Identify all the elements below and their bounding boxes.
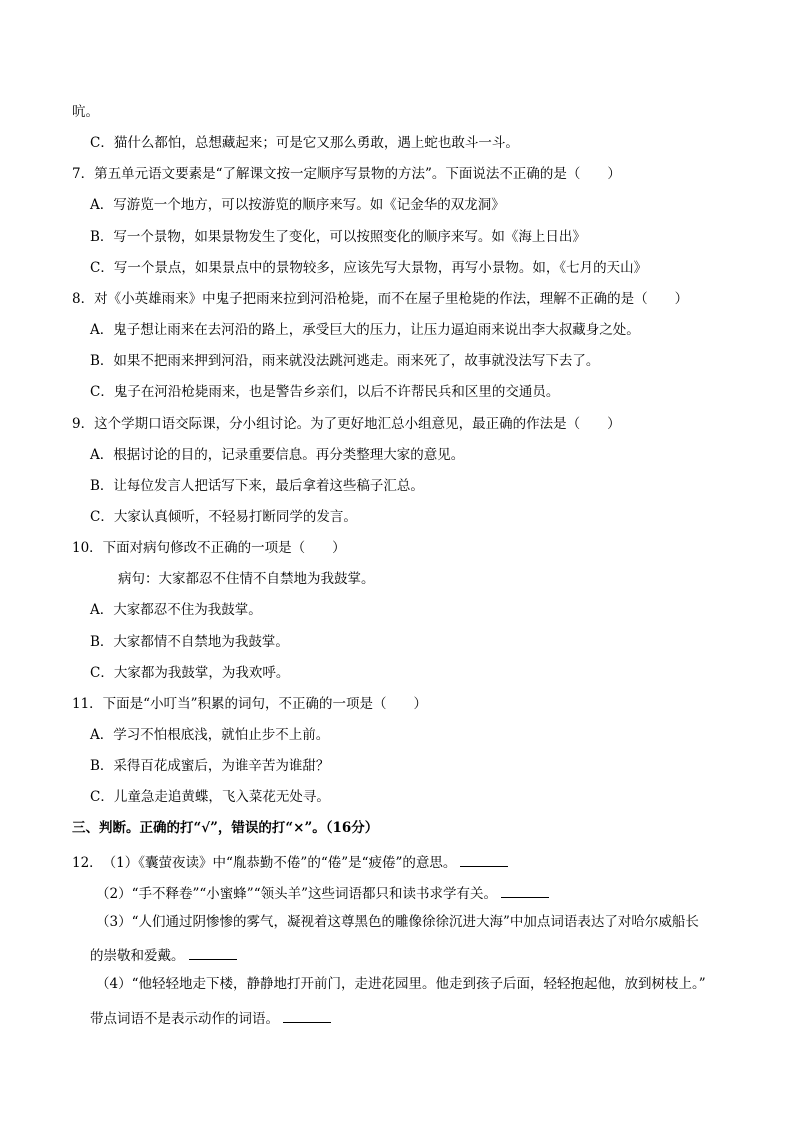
- q11-option-a: A．学习不怕根底浅，就怕止步不上前。: [90, 727, 330, 743]
- answer-blank[interactable]: [460, 854, 508, 867]
- section-three-heading: 三、判断。正确的打“√”，错误的打“×”。（16分）: [72, 820, 379, 836]
- q12-item-2: [96, 885, 549, 902]
- q12-item-4-cont-text: 带点词语不是表示动作的词语。: [90, 1011, 279, 1027]
- q9-option-c: C．大家认真倾听，不轻易打断同学的发言。: [90, 509, 357, 525]
- q11-option-c: C．儿童急走追黄蝶，飞入菜花无处寻。: [90, 789, 330, 805]
- q12-item-4: （4）“他轻轻地走下楼，静静地打开前门，走进花园里。他走到孩子后面，轻轻抱起他，放到树枝上。”: [96, 976, 706, 992]
- q9-option-a: A．根据讨论的目的，记录重要信息。再分类整理大家的意见。: [90, 447, 465, 463]
- q10-option-b: B．大家都情不自禁地为我鼓掌。: [90, 634, 289, 650]
- q12-item-3-cont-text: 的崇敬和爱戴。: [90, 948, 185, 964]
- q7-option-c: C．写一个景点，如果景点中的景物较多，应该先写大景物，再写小景物。如，《七月的天山》: [90, 260, 648, 276]
- q8-option-a: A．鬼子想让雨来在去河沿的路上，承受巨大的压力，让压力逼迫雨来说出李大叔藏身之处。: [90, 322, 640, 338]
- q7-option-a: A．写游览一个地方，可以按游览的顺序来写。如《记金华的双龙洞》: [90, 197, 505, 213]
- q10-stem: 10．下面对病句修改不正确的一项是（ ）: [72, 540, 346, 556]
- q8-option-b: B．如果不把雨来押到河沿，雨来就没法跳河逃走。雨来死了，故事就没法写下去了。: [90, 353, 600, 369]
- answer-blank[interactable]: [283, 1010, 331, 1023]
- q9-option-b: B．让每位发言人把话写下来，最后拿着这些稿子汇总。: [90, 478, 424, 494]
- answer-blank[interactable]: [189, 947, 237, 960]
- text-line-continuation: 吭。: [72, 104, 99, 120]
- q7-stem: 7．第五单元语文要素是“了解课文按一定顺序写景物的方法”。下面说法不正确的是（ ）: [72, 166, 621, 182]
- q11-option-b: B．采得百花成蜜后，为谁辛苦为谁甜？: [90, 758, 330, 774]
- q6-option-c: C．猫什么都怕，总想藏起来；可是它又那么勇敢，遇上蛇也敢斗一斗。: [90, 135, 519, 151]
- q12-item-4-cont: [90, 1010, 331, 1027]
- q12-item-3: （3）“人们通过阴惨惨的雾气，凝视着这尊黑色的雕像徐徐沉进大海”中加点词语表达了对哈尔威船长: [96, 914, 699, 930]
- answer-blank[interactable]: [501, 885, 549, 898]
- q10-option-c: C．大家都为我鼓掌，为我欢呼。: [90, 665, 290, 681]
- q11-stem: 11．下面是“小叮当”积累的词句，不正确的一项是（ ）: [72, 696, 427, 712]
- q10-faulty-sentence: 病句：大家都忍不住情不自禁地为我鼓掌。: [118, 571, 375, 587]
- q8-stem: 8．对《小英雄雨来》中鬼子把雨来拉到河沿枪毙，而不在屋子里枪毙的作法，理解不正确的是（ ）: [72, 291, 689, 307]
- q12-item-1: [72, 854, 508, 871]
- q9-stem: 9．这个学期口语交际课，分小组讨论。为了更好地汇总小组意见，最正确的作法是（ ）: [72, 416, 621, 432]
- q10-option-a: A．大家都忍不住为我鼓掌。: [90, 602, 262, 618]
- q8-option-c: C．鬼子在河沿枪毙雨来，也是警告乡亲们，以后不许帮民兵和区里的交通员。: [90, 384, 560, 400]
- q12-item-3-cont: [90, 947, 237, 964]
- q12-item-1-text: 12． （1）《囊萤夜读》中“胤恭勤不倦”的“倦”是“疲倦”的意思。: [72, 855, 457, 871]
- q7-option-b: B．写一个景物，如果景物发生了变化，可以按照变化的顺序来写。如《海上日出》: [90, 229, 586, 245]
- q12-item-2-text: （2）“手不释卷”“小蜜蜂”“领头羊”这些词语都只和读书求学有关。: [96, 886, 497, 902]
